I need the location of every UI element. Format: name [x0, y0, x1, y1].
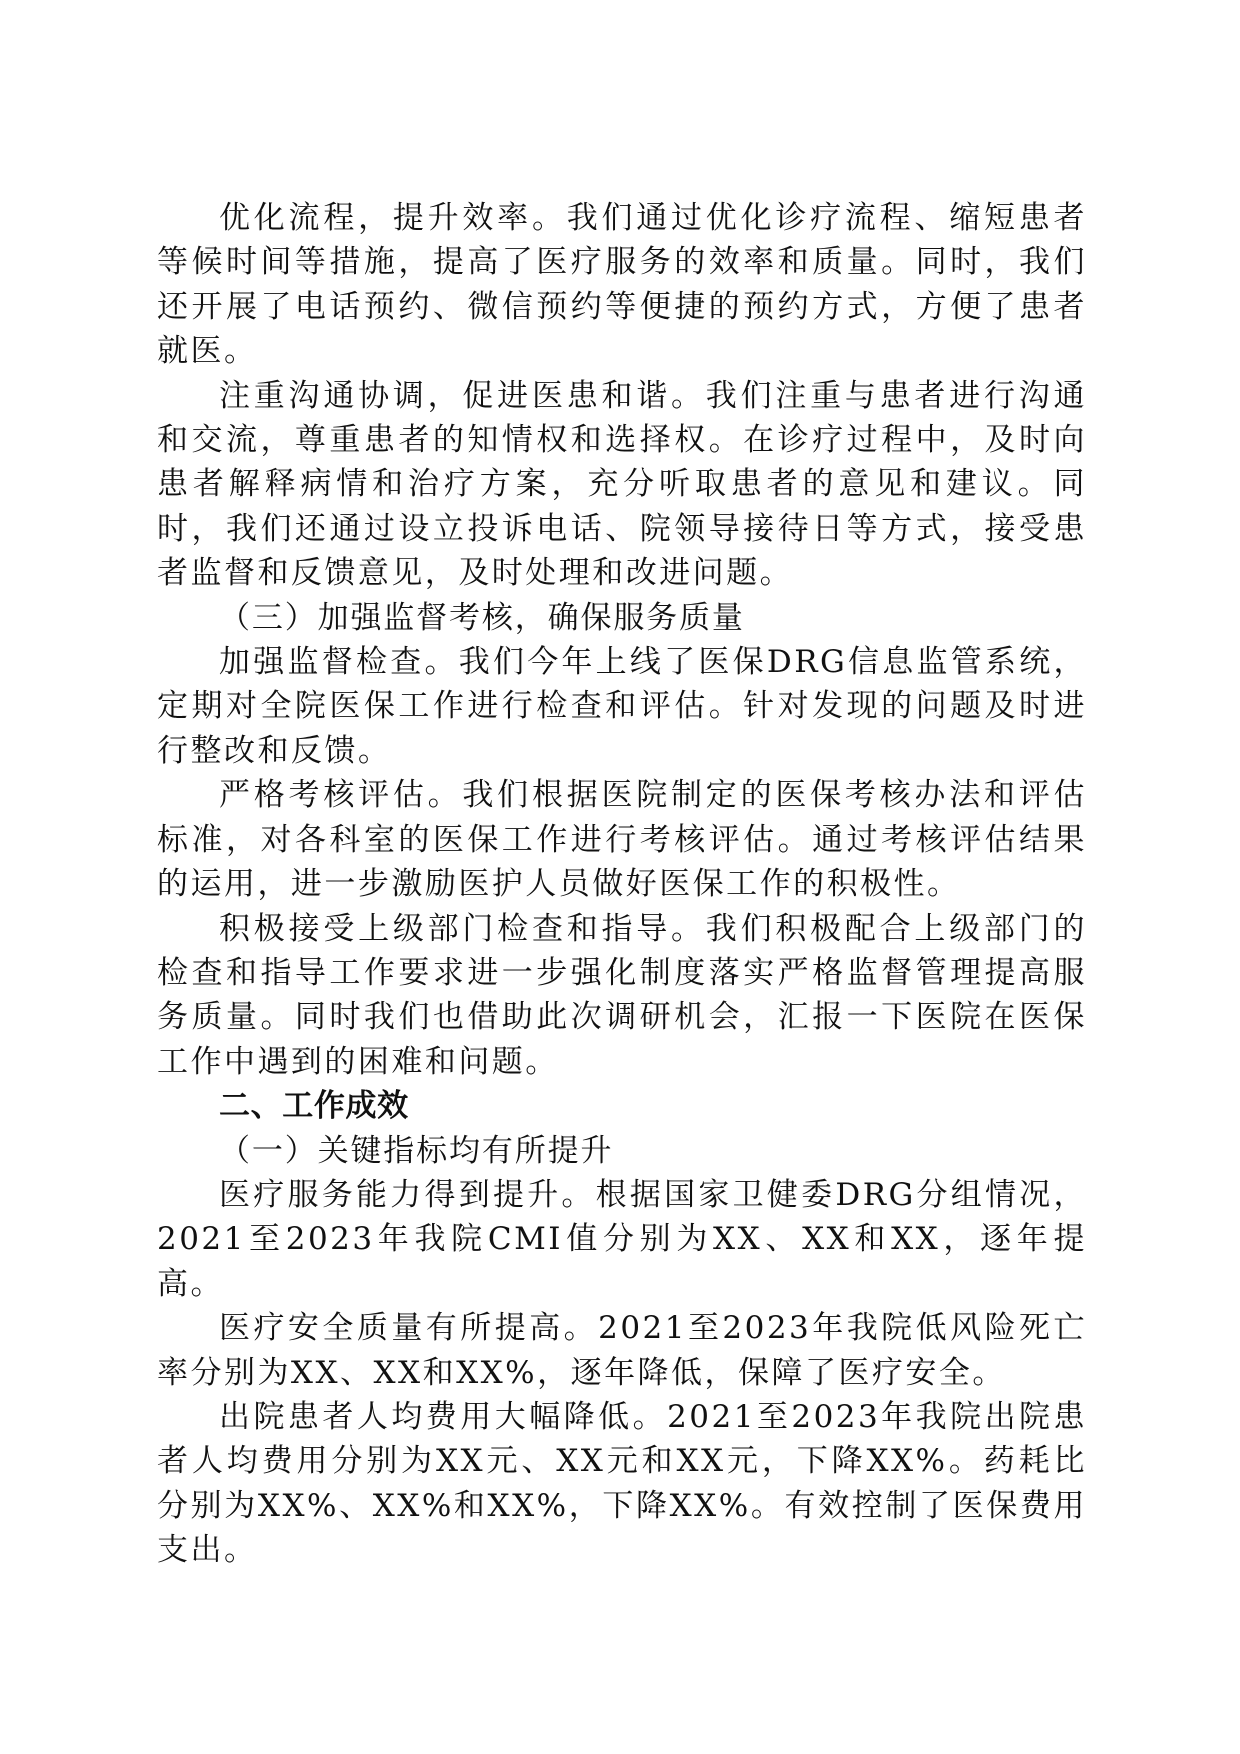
section-heading-results: 二、工作成效 [219, 1088, 409, 1125]
paragraph-communication: 注重沟通协调，促进医患和谐。我们注重与患者进行沟通和交流，尊重患者的知情权和选择权。在诊疗过程中，及时向患者解释病情和治疗方案，充分听取患者的意见和建议。同时，我们还通过设立投诉电话、院领导接待日等方式，接受患者监督和反馈意见，及时处理和改进问题。 [157, 377, 1087, 592]
paragraph-optimize-process: 优化流程，提升效率。我们通过优化诊疗流程、缩短患者等候时间等措施，提高了医疗服务的效率和质量。同时，我们还开展了电话预约、微信预约等便捷的预约方式，方便了患者就医。 [157, 200, 1087, 370]
paragraph-cost-reduction: 出院患者人均费用大幅降低。2021至2023年我院出院患者人均费用分别为XX元、XX元和XX元，下降XX%。药耗比分别为XX%、XX%和XX%，下降XX%。有效控制了医保费用支出。 [157, 1398, 1087, 1569]
paragraph-safety-quality: 医疗安全质量有所提高。2021至2023年我院低风险死亡率分别为XX、XX和XX%，逐年降低，保障了医疗安全。 [157, 1310, 1087, 1391]
paragraph-service-capability: 医疗服务能力得到提升。根据国家卫健委DRG分组情况，2021至2023年我院CMI值分别为XX、XX和XX，逐年提高。 [157, 1176, 1087, 1302]
subheading-supervision: （三）加强监督考核，确保服务质量 [219, 599, 745, 636]
paragraph-assessment: 严格考核评估。我们根据医院制定的医保考核办法和评估标准，对各科室的医保工作进行考核评估。通过考核评估结果的运用，进一步激励医护人员做好医保工作的积极性。 [157, 777, 1087, 903]
paragraph-inspection: 加强监督检查。我们今年上线了医保DRG信息监管系统，定期对全院医保工作进行检查和评估。针对发现的问题及时进行整改和反馈。 [157, 644, 1087, 769]
document-body [157, 196, 1087, 1573]
paragraph-superior-guidance: 积极接受上级部门检查和指导。我们积极配合上级部门的检查和指导工作要求进一步强化制度落实严格监督管理提高服务质量。同时我们也借助此次调研机会，汇报一下医院在医保工作中遇到的困难和问题。 [157, 910, 1087, 1080]
subheading-key-indicators: （一）关键指标均有所提升 [219, 1132, 614, 1169]
